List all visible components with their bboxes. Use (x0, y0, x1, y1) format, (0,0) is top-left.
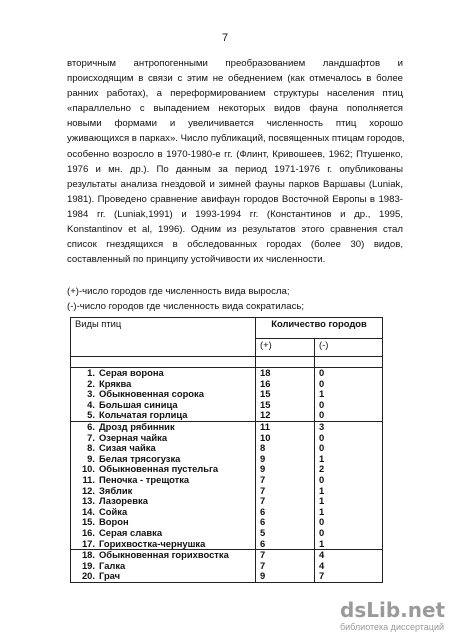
page-number: 7 (221, 32, 229, 44)
minus-value: 3 (319, 420, 325, 432)
species-number: 17. (81, 537, 95, 549)
paragraph-line: особенно возросло в 1970-1980-е гг. (Флинт, Кривошеев, 1962; Птушенко, (67, 148, 403, 160)
plus-value: 18 (260, 367, 271, 378)
minus-value: 0 (319, 431, 325, 443)
paragraph-line: результаты анализа гнездовой и зимней фауны парков Варшавы (Luniak, (67, 178, 403, 190)
header-plus: (+) (256, 338, 315, 356)
species-name: Зяблик (99, 484, 133, 496)
plus-value: 15 (260, 398, 271, 410)
plus-value: 9 (260, 570, 266, 582)
plus-value: 6 (260, 505, 266, 517)
paragraph-line: новыми формами и увеличивается численность птиц хорошо (67, 118, 403, 130)
minus-value: 0 (319, 526, 325, 538)
plus-value: 5 (260, 526, 266, 538)
plus-value: 16 (260, 377, 271, 389)
minus-value: 1 (319, 452, 325, 464)
plus-value: 7 (260, 495, 266, 507)
species-name: Пеночка - трещотка (99, 473, 190, 485)
plus-count-cell (256, 421, 315, 549)
paragraph-line: список гнездящихся в обследованных городах (более 30) видов, (67, 239, 403, 251)
minus-count-cell (315, 550, 383, 583)
paragraph-line: 1976 и мн. др.). По данным за период 1971-1976 г. опубликованы (67, 163, 403, 175)
species-name: Дрозд рябинник (99, 420, 175, 432)
species-name: Кольчатая горлица (99, 409, 188, 421)
species-item (75, 571, 251, 582)
table-spacer-row (71, 357, 383, 368)
minus-value: 0 (319, 377, 325, 389)
minus-value: 2 (319, 463, 325, 475)
species-name: Галка (99, 559, 126, 571)
species-number: 14. (81, 505, 95, 517)
species-number: 4. (87, 398, 95, 410)
species-number: 6. (87, 420, 95, 432)
species-name: Серая ворона (99, 367, 164, 378)
species-number: 7. (87, 431, 95, 443)
minus-value: 0 (319, 409, 325, 421)
header-minus: (-) (315, 338, 383, 356)
species-name: Белая трясогузка (99, 452, 181, 464)
minus-value: 0 (319, 367, 325, 378)
minus-value: 7 (319, 570, 325, 582)
species-item (75, 539, 251, 550)
plus-value: 12 (260, 409, 271, 421)
species-name: Кряква (99, 377, 132, 389)
species-number: 1. (87, 367, 95, 378)
species-number: 16. (81, 526, 95, 538)
species-name: Озерная чайка (99, 431, 168, 443)
legend (67, 284, 304, 314)
paragraph-line: 1981). Проведено сравнение авифаун городов Восточной Европы в 1983- (67, 193, 403, 205)
species-name: Обыкновенная сорока (99, 388, 204, 400)
minus-value: 1 (319, 484, 325, 496)
table-group-row (71, 550, 383, 583)
plus-value: 9 (260, 463, 266, 475)
species-name: Большая синица (99, 398, 178, 410)
species-name: Серая славка (99, 526, 163, 538)
species-name-cell (71, 550, 256, 583)
plus-value: 7 (260, 473, 266, 485)
species-name: Сойка (99, 505, 128, 517)
table-group-row (71, 421, 383, 549)
legend-minus: (-)-число городов где численность вида сократилась; (67, 301, 305, 313)
watermark-subtitle: библиотека диссертаций (340, 622, 445, 632)
plus-count-cell (256, 550, 315, 583)
species-number: 5. (87, 409, 95, 421)
plus-value: 8 (260, 442, 266, 454)
plus-value: 11 (260, 420, 270, 432)
species-table (70, 317, 383, 583)
species-name-cell (71, 368, 256, 422)
paragraph-line: происходящим в связи с этим не обеднением (как отмечалось в более (67, 73, 403, 85)
minus-value: 1 (319, 537, 325, 549)
minus-count-cell (315, 421, 383, 549)
minus-value: 4 (319, 559, 325, 571)
species-number: 3. (87, 388, 95, 400)
minus-value: 1 (319, 505, 325, 517)
species-number: 13. (81, 495, 95, 507)
minus-value: 4 (319, 549, 325, 561)
watermark-logo: dsLib.net (340, 598, 446, 622)
legend-plus: (+)-число городов где численность вида выросла; (67, 286, 290, 297)
paragraph-line: вторичным антропогенными преобразованием ландшафтов и (67, 58, 403, 69)
body-paragraph (67, 56, 403, 267)
minus-value: 0 (319, 516, 325, 528)
paragraph-line: Konstantinov et al, 1996). Одним из результатов этого сравнения стал (67, 224, 403, 236)
header-species: Виды птиц (71, 318, 256, 357)
plus-value: 7 (260, 559, 266, 571)
species-name: Лазоревка (99, 495, 148, 507)
minus-value: 0 (319, 442, 325, 454)
species-number: 19. (81, 559, 95, 571)
table-group-row (71, 368, 383, 422)
minus-value: 0 (319, 398, 325, 410)
species-number: 18. (81, 549, 95, 561)
minus-value: 1 (319, 388, 325, 400)
minus-value: 0 (319, 473, 325, 485)
species-name: Грач (99, 570, 121, 582)
species-number: 8. (87, 442, 95, 454)
species-number: 20. (81, 570, 95, 582)
species-item (75, 410, 251, 421)
species-number: 15. (81, 516, 95, 528)
watermark (340, 598, 446, 634)
plus-value: 7 (260, 549, 266, 561)
species-number: 10. (81, 463, 95, 475)
plus-value: 15 (260, 388, 271, 400)
header-count: Количество городов (256, 318, 383, 339)
species-name: Сизая чайка (99, 442, 156, 454)
plus-value: 6 (260, 537, 266, 549)
plus-value: 7 (260, 484, 266, 496)
species-name: Обыкновенная пустельга (99, 463, 219, 475)
plus-value: 10 (260, 431, 271, 443)
species-name: Ворон (99, 516, 129, 528)
minus-value: 1 (319, 495, 325, 507)
paragraph-line: уживающихся в парках». Число публикаций, посвященных птицам городов, (67, 133, 405, 145)
species-number: 2. (87, 377, 95, 389)
species-number: 11. (82, 473, 95, 485)
species-name: Обыкновенная горихвостка (99, 549, 229, 561)
species-name: Горихвостка-чернушка (99, 537, 206, 549)
plus-count-cell (256, 368, 315, 422)
paragraph-line: ранних работах), а переформированием структуры населения птиц (67, 88, 403, 100)
species-number: 9. (87, 452, 95, 464)
paragraph-line: 1984 гг. (Luniak,1991) и 1993-1994 гг. (Константинов и др., 1995, (67, 208, 403, 220)
species-number: 12. (81, 484, 95, 496)
species-name-cell (71, 421, 256, 549)
plus-value: 9 (260, 452, 266, 464)
paragraph-line: составленный по принципу устойчивости их численности. (67, 254, 326, 266)
minus-count-cell (315, 368, 383, 422)
plus-value: 6 (260, 516, 266, 528)
table-body (71, 368, 383, 583)
paragraph-line: «параллельно с выпадением некоторых видов фауна пополняется (67, 103, 403, 115)
